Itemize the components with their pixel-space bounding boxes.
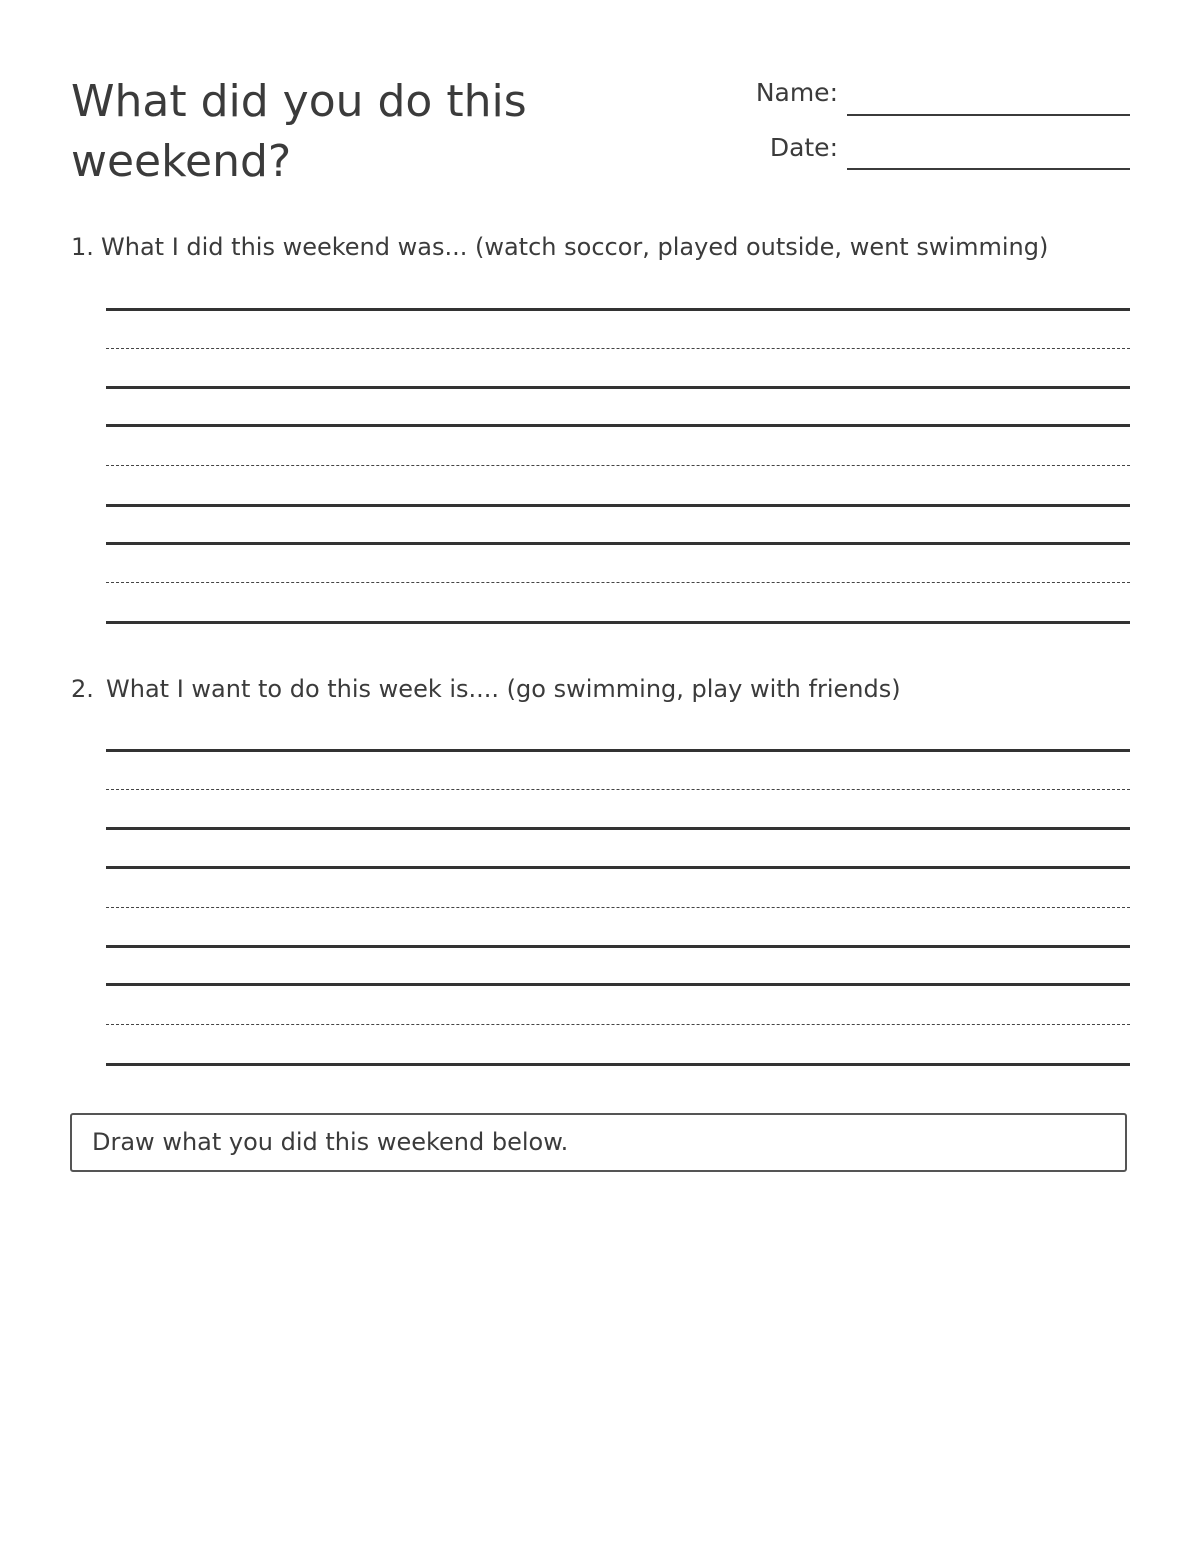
writing-midline xyxy=(106,348,1130,349)
writing-midline xyxy=(106,907,1130,908)
drawing-prompt-text: Draw what you did this weekend below. xyxy=(92,1128,569,1156)
writing-line xyxy=(106,424,1130,427)
writing-line xyxy=(106,621,1130,624)
question-2-text: What I want to do this week is.... (go swimming, play with friends) xyxy=(106,675,901,703)
drawing-area[interactable] xyxy=(70,1185,1127,1515)
date-label: Date: xyxy=(769,133,838,162)
writing-line xyxy=(106,749,1130,752)
drawing-prompt-box xyxy=(70,1113,1127,1172)
writing-midline xyxy=(106,1024,1130,1025)
name-label: Name: xyxy=(755,78,838,107)
writing-line xyxy=(106,308,1130,311)
writing-midline xyxy=(106,582,1130,583)
writing-line xyxy=(106,866,1130,869)
question-1 xyxy=(71,233,1048,261)
date-field-line[interactable] xyxy=(847,168,1130,170)
worksheet-title: What did you do this weekend? xyxy=(71,76,527,187)
writing-line xyxy=(106,1063,1130,1066)
writing-midline xyxy=(106,465,1130,466)
writing-line xyxy=(106,386,1130,389)
answer-lines-2[interactable] xyxy=(106,749,1130,1069)
question-1-text: What I did this weekend was... (watch soccor, played outside, went swimming) xyxy=(101,233,1049,261)
writing-line xyxy=(106,827,1130,830)
question-2-number: 2. xyxy=(71,675,94,703)
answer-lines-1[interactable] xyxy=(106,308,1130,628)
writing-line xyxy=(106,945,1130,948)
writing-midline xyxy=(106,789,1130,790)
writing-line xyxy=(106,504,1130,507)
writing-line xyxy=(106,983,1130,986)
question-1-number: 1. xyxy=(71,233,94,261)
question-2 xyxy=(71,675,901,703)
name-field-line[interactable] xyxy=(847,114,1130,116)
writing-line xyxy=(106,542,1130,545)
